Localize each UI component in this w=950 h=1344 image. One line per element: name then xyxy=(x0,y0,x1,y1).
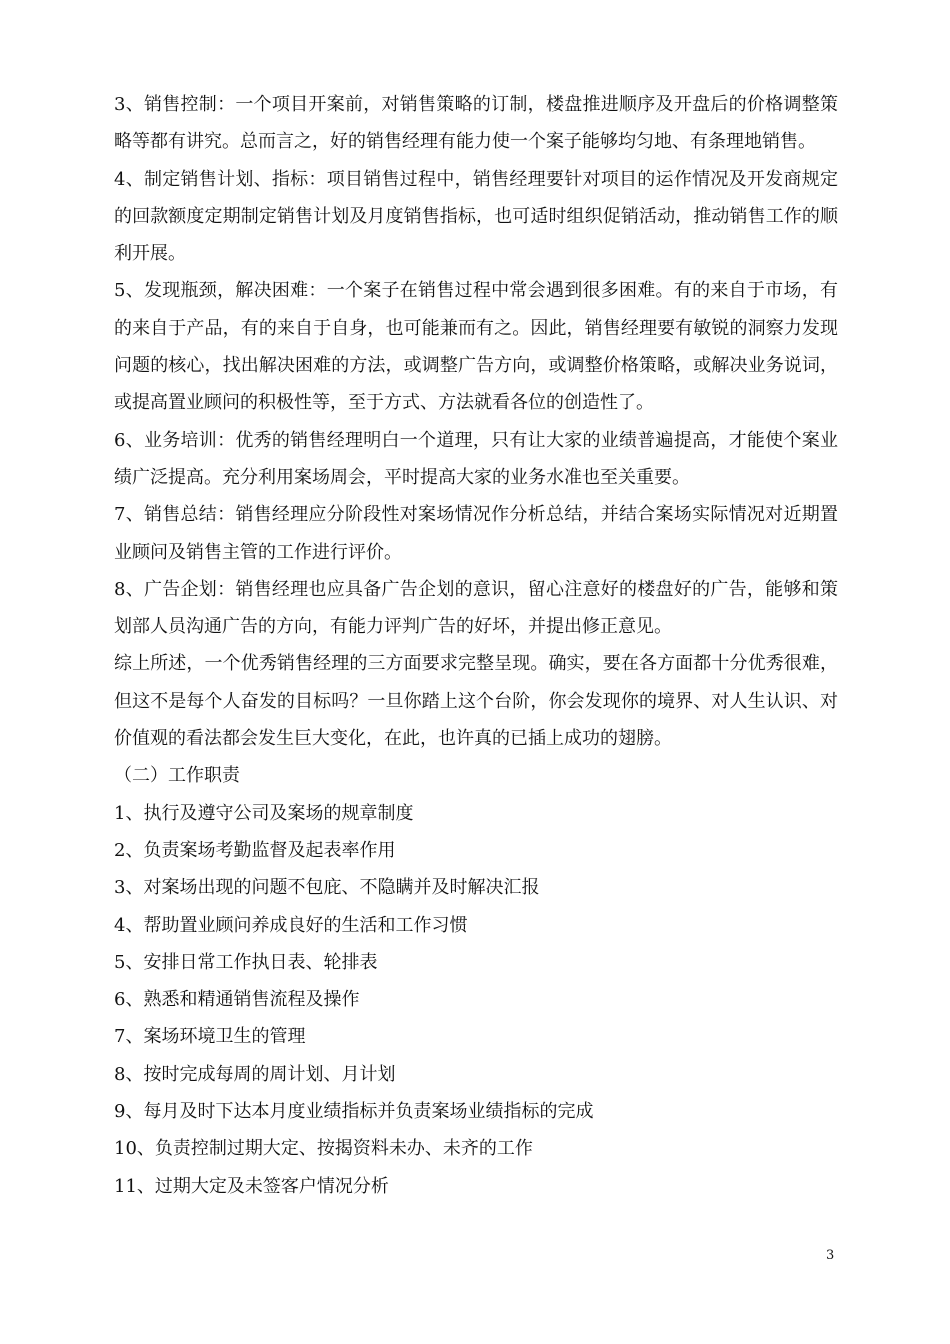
document-body xyxy=(114,86,838,1205)
paragraph-advertising: 8、广告企划：销售经理也应具备广告企划的意识，留心注意好的楼盘好的广告，能够和策划部人员沟通广告的方向，有能力评判广告的好坏，并提出修正意见。 xyxy=(114,578,838,638)
list-item: 9、每月及时下达本月度业绩指标并负责案场业绩指标的完成 xyxy=(114,1101,594,1123)
list-item: 6、熟悉和精通销售流程及操作 xyxy=(114,989,360,1011)
paragraph-sales-plan: 4、制定销售计划、指标：项目销售过程中，销售经理要针对项目的运作情况及开发商规定的回款额度定期制定销售计划及月度销售指标，也可适时组织促销活动，推动销售工作的顺利开展。 xyxy=(114,168,838,265)
list-item: 1、执行及遵守公司及案场的规章制度 xyxy=(114,802,414,824)
list-item: 11、过期大定及未签客户情况分析 xyxy=(114,1175,389,1197)
paragraph-conclusion: 综上所述，一个优秀销售经理的三方面要求完整呈现。确实，要在各方面都十分优秀很难，但这不是每个人奋发的目标吗？一旦你踏上这个台阶，你会发现你的境界、对人生认识、对价值观的看法都会发生巨大变化，在此，也许真的已插上成功的翅膀。 xyxy=(114,653,838,750)
list-item: 10、负责控制过期大定、按揭资料未办、未齐的工作 xyxy=(114,1138,533,1160)
paragraph-bottleneck: 5、发现瓶颈，解决困难：一个案子在销售过程中常会遇到很多困难。有的来自于市场，有的来自于产品，有的来自于自身，也可能兼而有之。因此，销售经理要有敏锐的洞察力发现问题的核心，找出解决困难的方法，或调整广告方向，或调整价格策略，或解决业务说词，或提高置业顾问的积极性等，至于方式、方法就看各位的创造性了。 xyxy=(114,280,838,414)
section-heading: （二）工作职责 xyxy=(114,765,240,787)
duties-list xyxy=(114,795,838,1205)
paragraph-training: 6、业务培训：优秀的销售经理明白一个道理，只有让大家的业绩普遍提高，才能使个案业绩广泛提高。充分利用案场周会，平时提高大家的业务水准也至关重要。 xyxy=(114,429,838,488)
list-item: 7、案场环境卫生的管理 xyxy=(114,1026,306,1048)
list-item: 2、负责案场考勤监督及起表率作用 xyxy=(114,839,396,861)
paragraph-summary: 7、销售总结：销售经理应分阶段性对案场情况作分析总结，并结合案场实际情况对近期置业顾问及销售主管的工作进行评价。 xyxy=(114,504,838,563)
list-item: 3、对案场出现的问题不包庇、不隐瞒并及时解决汇报 xyxy=(114,877,540,899)
page-number: 3 xyxy=(826,1248,835,1263)
list-item: 5、安排日常工作执日表、轮排表 xyxy=(114,951,378,973)
paragraph-sales-control: 3、销售控制：一个项目开案前，对销售策略的订制，楼盘推进顺序及开盘后的价格调整策略等都有讲究。总而言之，好的销售经理有能力使一个案子能够均匀地、有条理地销售。 xyxy=(114,94,838,153)
list-item: 8、按时完成每周的周计划、月计划 xyxy=(114,1063,396,1085)
list-item: 4、帮助置业顾问养成良好的生活和工作习惯 xyxy=(114,914,468,936)
